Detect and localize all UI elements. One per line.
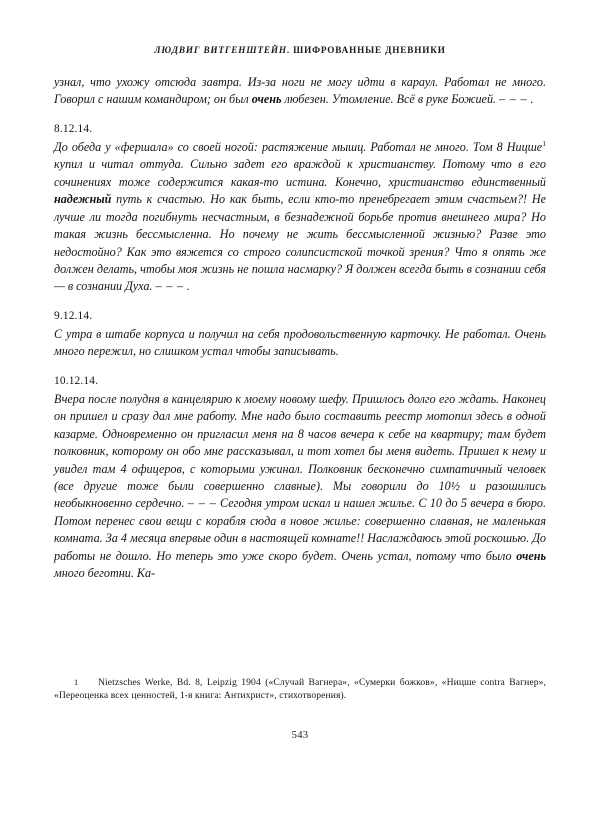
emphasis-ochen: очень bbox=[251, 92, 282, 107]
running-header bbox=[54, 44, 546, 56]
date-heading-8-12-14: 8.12.14. bbox=[54, 123, 93, 136]
entry2-part1: Вчера после полудня в канцелярию к моему новому шефу. Пришлось долго его ждать. Наконец он пришел и сразу дал мне работу. Мне надо было составить реестр мотопил здесь в одной казарме. Одновременно он пригласил меня на 8 часов вечера к себе на квартиру; там будет полковник, которому он обо мне рассказывал, и тот хотел бы меня видеть. Пришел к нему и увидел там 4 офицеров, с которыми ужинал. Полковник бесконечно симпатичный человек (все другие тоже были совершенно славные). Мы говорили до 10½ и разошились необыкновенно сердечно. bbox=[54, 391, 546, 511]
carryover-text-part1: узнал, что ухожу отсюда завтра. Из-за ноги не могу идти в караул. Работал не много. Говорил с нашим командиром; он был bbox=[54, 75, 546, 107]
footnote-block bbox=[54, 676, 546, 703]
paragraph-carryover bbox=[54, 74, 546, 109]
entry0-part2: купил и читал оттуда. Сильно задет его враждой к христианству. Потому что в его сочинениях тоже содержится какая-то истина. Конечно, христианство единственный bbox=[54, 157, 546, 189]
date-heading-9-12-14: 9.12.14. bbox=[54, 310, 93, 323]
dash-separator: – – – bbox=[155, 279, 184, 294]
date-heading-10-12-14: 10.12.14. bbox=[54, 375, 99, 388]
entry2-part3: много беготни. Ка- bbox=[54, 566, 156, 581]
entry-paragraph-8-12-14 bbox=[54, 139, 546, 296]
running-header-title: . ШИФРОВАННЫЕ ДНЕВНИКИ bbox=[286, 45, 446, 55]
footnote-reference-1[interactable]: 1 bbox=[542, 138, 546, 148]
entry0-part4: . bbox=[183, 279, 190, 294]
dash-separator: – – – bbox=[187, 496, 217, 511]
carryover-text-part3: . bbox=[527, 92, 534, 107]
entry1-part1: С утра в штабе корпуса и получил на себя продовольственную карточку. Не работал. Очень много пережил, но слишком устал чтобы записывать. bbox=[54, 326, 546, 359]
entry-paragraph-10-12-14 bbox=[54, 391, 546, 583]
entry0-part3: путь к счастью. Но как быть, если кто-то пренебрегает этим счастьем?! Не лучше ли тогда погибнуть несчастным, в безнадежной борьбе против внешнего мира? Но такая жизнь бессмысленна. Но почему не жить бессмысленной жизнью? Разве это недостойно? Как это вяжется со строго солипсистской точкой зрения? Что я опять же должен делать, чтобы моя жизнь не пошла насмарку? Я должен всегда быть в сознании себя — в сознании Духа. bbox=[54, 192, 546, 294]
footnote-text: Nietzsches Werke, Bd. 8, Leipzig 1904 («Случай Вагнера», «Сумерки божков», «Ницше contra Вагнер», «Переоценка всех ценностей, 1-я книга: Антихрист», стихотворения). bbox=[54, 677, 546, 702]
entry2-part2: Сегодня утром искал и нашел жилье. С 10 до 5 вечера в бюро. Потом перенес свои вещи с корабля сюда в новое жилье: совершенно славная, не маленькая комната. За 4 месяца впервые один в настоящей комнате!! Наслаждаюсь этой роскошью. До работы не дошло. Но теперь это уже скоро будет. Очень устал, потому что было bbox=[54, 496, 547, 563]
page-number: 543 bbox=[291, 730, 309, 741]
emphasis-nadezhny: надежный bbox=[54, 192, 112, 207]
entry-paragraph-9-12-14 bbox=[54, 326, 546, 361]
footnote-number: 1 bbox=[74, 678, 79, 687]
emphasis-ochen: очень bbox=[516, 548, 546, 563]
entry0-part1: До обеда у «фершала» со своей ногой: растяжение мышц. Работал не много. Том 8 Ницше bbox=[54, 139, 543, 154]
dash-separator: – – – bbox=[499, 92, 528, 107]
text-block bbox=[54, 74, 546, 583]
carryover-text-part2: любезен. Утомление. Всё в руке Божией. bbox=[281, 92, 500, 107]
running-header-author: ЛЮДВИГ ВИТГЕНШТЕЙН bbox=[154, 45, 287, 55]
